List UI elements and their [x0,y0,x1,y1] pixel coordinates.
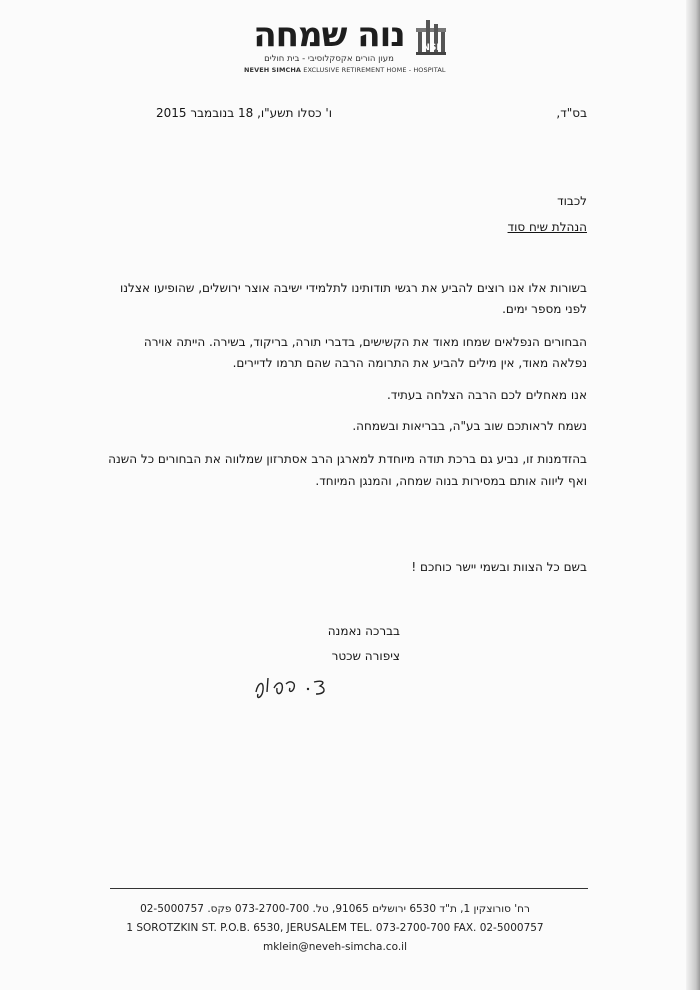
footer-address-hebrew: רח' סורוצקין 1, ת"ד 6530 ירושלים 91065, טל. 073-2700-700 פקס. 02-5000757 [140,903,530,915]
letterhead-logo [244,14,448,76]
body-p2-line1: הבחורים הנפלאים שמחו מאוד את הקשישים, בדברי תורה, בריקוד, בשירה. הייתה אוירה [143,335,587,349]
salutation: לכבוד [557,194,587,208]
body-p5-line2: ואף ליווה אותם במסירות בנוה שמחה, והמנגן המיוחד. [315,474,587,488]
body-p1-line2: לפני מספר ימים. [502,302,587,316]
recipient-name: הנהלת שיח סוד [507,220,587,234]
letter-date: ו' כסלו תשע"ו, 18 בנובמבר 2015 [155,106,332,120]
org-tagline-hebrew: מעון הורים אקסקלוסיבי - בית חולים [264,54,394,64]
org-name-english [244,66,454,74]
org-name-hebrew: נוה שמחה [253,15,405,55]
signer-name: ציפורה שכטר [331,649,400,663]
body-p4: נשמח לראותכם שוב בע"ה, בבריאות ובשמחה. [352,419,587,433]
closing-thanks: בשם כל הצוות ובשמי יישר כוחכם ! [411,560,587,574]
closing-regards: בברכה נאמנה [327,624,400,638]
footer-email: mklein@neveh-simcha.co.il [263,941,407,953]
scan-edge-shadow [686,0,700,990]
org-name-en: NEVEH SIMCHA [244,66,302,74]
building-logo-icon [414,14,448,58]
handwritten-signature [250,668,340,704]
bsd-mark: בס"ד, [556,106,587,120]
footer-address-english: 1 SOROTZKIN ST. P.O.B. 6530, JERUSALEM TEL. 073-2700-700 FAX. 02-5000757 [126,922,544,934]
org-tagline-en: EXCLUSIVE RETIREMENT HOME - HOSPITAL [303,66,446,74]
body-p1-line1: בשורות אלו אנו רוצים להביע את רגשי תודותינו לתלמידי ישיבה אוצר ירושלים, שהופיעו אצלנו [119,281,587,295]
svg-text:NSI: NSI [422,43,440,53]
footer-rule [110,888,588,889]
body-p2-line2: נפלאה מאוד, אין מילים להביע את התרומה הרבה שהם תרמו לדיירים. [232,356,587,370]
body-p3: אנו מאחלים לכם הרבה הצלחה בעתיד. [386,388,587,402]
body-p5-line1: בהזדמנות זו, נביע גם ברכת תודה מיוחדת למארגן הרב אסתרזון שמלווה את הבחורים כל השנה [108,452,587,466]
